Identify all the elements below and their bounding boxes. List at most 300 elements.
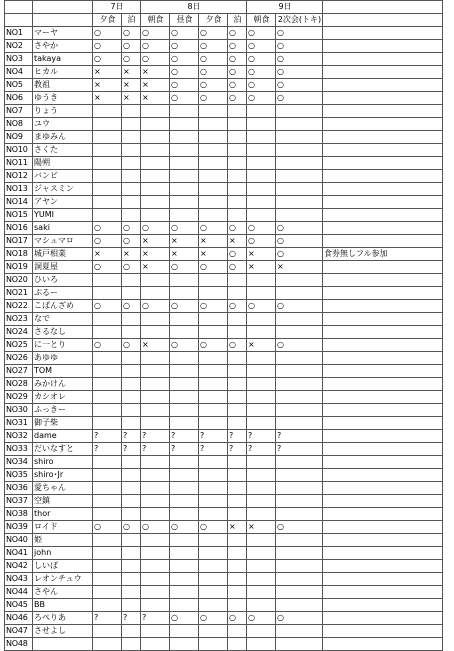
table-row xyxy=(5,40,443,53)
participant-name-cell: 御子柴 xyxy=(33,417,93,430)
attendance-mark-cell xyxy=(199,157,228,170)
note-cell xyxy=(323,612,443,625)
attendance-mark-cell xyxy=(199,326,228,339)
table-row xyxy=(5,638,443,651)
participant-name-cell: させよし xyxy=(33,625,93,638)
attendance-mark-cell: × xyxy=(141,92,170,105)
attendance-mark-cell xyxy=(122,157,141,170)
participant-name-cell: さるなし xyxy=(33,326,93,339)
attendance-mark-cell xyxy=(170,625,199,638)
participant-name-cell: 陽朔 xyxy=(33,157,93,170)
attendance-mark-cell xyxy=(170,378,199,391)
attendance-mark-cell xyxy=(122,183,141,196)
attendance-mark-cell: ○ xyxy=(247,53,276,66)
attendance-mark-cell: ○ xyxy=(276,40,323,53)
attendance-mark-cell xyxy=(93,144,122,157)
attendance-mark-cell xyxy=(141,105,170,118)
attendance-mark-cell xyxy=(93,599,122,612)
attendance-mark-cell xyxy=(93,638,122,651)
attendance-mark-cell xyxy=(199,404,228,417)
attendance-mark-cell: ○ xyxy=(276,300,323,313)
attendance-mark-cell xyxy=(276,157,323,170)
attendance-mark-cell xyxy=(228,209,247,222)
attendance-mark-cell xyxy=(199,274,228,287)
table-row xyxy=(5,157,443,170)
attendance-mark-cell: ○ xyxy=(228,261,247,274)
attendance-mark-cell xyxy=(122,508,141,521)
header-blank-cell xyxy=(5,14,33,27)
attendance-mark-cell xyxy=(122,456,141,469)
participant-number-cell: NO20 xyxy=(5,274,33,287)
note-cell xyxy=(323,157,443,170)
attendance-mark-cell: × xyxy=(141,248,170,261)
day-header-cell: 7日 xyxy=(93,1,141,14)
attendance-mark-cell xyxy=(199,456,228,469)
attendance-mark-cell xyxy=(93,404,122,417)
participant-number-cell: NO3 xyxy=(5,53,33,66)
participant-name-cell: 空鎮 xyxy=(33,495,93,508)
table-row xyxy=(5,469,443,482)
participant-name-cell: 姫 xyxy=(33,534,93,547)
note-cell xyxy=(323,521,443,534)
attendance-mark-cell: ○ xyxy=(247,79,276,92)
attendance-mark-cell: ○ xyxy=(199,27,228,40)
attendance-mark-cell: ○ xyxy=(199,40,228,53)
participant-name-cell: マシュマロ xyxy=(33,235,93,248)
table-row xyxy=(5,326,443,339)
table-row xyxy=(5,144,443,157)
attendance-mark-cell: ? xyxy=(228,430,247,443)
attendance-mark-cell xyxy=(199,534,228,547)
note-cell xyxy=(323,66,443,79)
attendance-mark-cell xyxy=(122,547,141,560)
day-header-cell: 8日 xyxy=(141,1,247,14)
note-cell xyxy=(323,79,443,92)
participant-number-cell: NO21 xyxy=(5,287,33,300)
attendance-mark-cell: × xyxy=(247,261,276,274)
note-cell xyxy=(323,287,443,300)
attendance-mark-cell xyxy=(276,131,323,144)
participant-number-cell: NO16 xyxy=(5,222,33,235)
attendance-mark-cell xyxy=(170,534,199,547)
attendance-mark-cell xyxy=(199,391,228,404)
attendance-mark-cell: × xyxy=(93,248,122,261)
note-cell xyxy=(323,495,443,508)
attendance-mark-cell: ○ xyxy=(170,612,199,625)
attendance-mark-cell xyxy=(170,560,199,573)
attendance-mark-cell xyxy=(122,118,141,131)
participant-name-cell: thor xyxy=(33,508,93,521)
attendance-mark-cell xyxy=(199,287,228,300)
attendance-mark-cell xyxy=(228,144,247,157)
participant-number-cell: NO2 xyxy=(5,40,33,53)
attendance-mark-cell: ○ xyxy=(199,521,228,534)
participant-name-cell: さやん xyxy=(33,586,93,599)
attendance-mark-cell xyxy=(122,586,141,599)
attendance-mark-cell: ○ xyxy=(93,53,122,66)
participant-name-cell: saki xyxy=(33,222,93,235)
attendance-mark-cell xyxy=(141,365,170,378)
attendance-mark-cell xyxy=(141,378,170,391)
note-cell xyxy=(323,118,443,131)
attendance-mark-cell xyxy=(276,196,323,209)
attendance-mark-cell xyxy=(93,105,122,118)
attendance-mark-cell xyxy=(276,469,323,482)
table-row xyxy=(5,586,443,599)
participant-name-cell: ロイド xyxy=(33,521,93,534)
note-cell xyxy=(323,638,443,651)
attendance-mark-cell xyxy=(276,599,323,612)
attendance-mark-cell: ○ xyxy=(247,235,276,248)
attendance-mark-cell xyxy=(93,469,122,482)
attendance-mark-cell: ? xyxy=(228,443,247,456)
attendance-mark-cell xyxy=(93,456,122,469)
attendance-mark-cell xyxy=(199,313,228,326)
attendance-mark-cell xyxy=(199,560,228,573)
attendance-mark-cell xyxy=(276,534,323,547)
attendance-mark-cell xyxy=(228,352,247,365)
attendance-mark-cell: × xyxy=(247,521,276,534)
header-blank-cell xyxy=(33,1,93,14)
attendance-mark-cell xyxy=(170,573,199,586)
attendance-mark-cell xyxy=(170,274,199,287)
participant-number-cell: NO30 xyxy=(5,404,33,417)
column-header-cell: 朝食 xyxy=(141,14,170,27)
attendance-mark-cell: ○ xyxy=(170,300,199,313)
attendance-mark-cell: ○ xyxy=(228,92,247,105)
attendance-mark-cell xyxy=(247,118,276,131)
attendance-mark-cell: ○ xyxy=(199,92,228,105)
attendance-mark-cell: ○ xyxy=(170,92,199,105)
participant-number-cell: NO1 xyxy=(5,27,33,40)
attendance-mark-cell xyxy=(228,456,247,469)
participant-number-cell: NO8 xyxy=(5,118,33,131)
attendance-mark-cell xyxy=(199,625,228,638)
attendance-mark-cell xyxy=(247,534,276,547)
participant-number-cell: NO34 xyxy=(5,456,33,469)
attendance-mark-cell xyxy=(170,352,199,365)
attendance-mark-cell xyxy=(93,547,122,560)
attendance-mark-cell xyxy=(199,196,228,209)
note-cell xyxy=(323,391,443,404)
attendance-mark-cell: ○ xyxy=(141,40,170,53)
attendance-mark-cell: ○ xyxy=(199,612,228,625)
column-header-cell: 朝食 xyxy=(247,14,276,27)
attendance-mark-cell xyxy=(122,131,141,144)
attendance-mark-cell xyxy=(247,638,276,651)
column-header-cell: 2次会(トキ) xyxy=(276,14,323,27)
attendance-mark-cell xyxy=(93,183,122,196)
note-cell xyxy=(323,417,443,430)
attendance-mark-cell: ○ xyxy=(228,612,247,625)
attendance-mark-cell: ? xyxy=(141,443,170,456)
table-row xyxy=(5,560,443,573)
attendance-mark-cell xyxy=(170,404,199,417)
participant-number-cell: NO25 xyxy=(5,339,33,352)
note-cell xyxy=(323,261,443,274)
column-header-cell: 泊 xyxy=(228,14,247,27)
attendance-mark-cell xyxy=(141,638,170,651)
participant-number-cell: NO23 xyxy=(5,313,33,326)
note-cell xyxy=(323,53,443,66)
attendance-mark-cell xyxy=(199,209,228,222)
attendance-mark-cell xyxy=(228,378,247,391)
participant-name-cell: 城戸相業 xyxy=(33,248,93,261)
participant-number-cell: NO19 xyxy=(5,261,33,274)
participant-number-cell: NO10 xyxy=(5,144,33,157)
attendance-mark-cell: ○ xyxy=(247,66,276,79)
participant-name-cell: takaya xyxy=(33,53,93,66)
attendance-mark-cell xyxy=(141,196,170,209)
attendance-mark-cell xyxy=(276,495,323,508)
attendance-mark-cell xyxy=(93,365,122,378)
attendance-mark-cell: ○ xyxy=(276,92,323,105)
attendance-mark-cell xyxy=(247,391,276,404)
participant-name-cell: ろぺりあ xyxy=(33,612,93,625)
attendance-mark-cell xyxy=(247,456,276,469)
day-header-row xyxy=(5,1,443,14)
attendance-mark-cell xyxy=(228,313,247,326)
note-cell xyxy=(323,430,443,443)
attendance-mark-cell xyxy=(228,183,247,196)
attendance-mark-cell: ? xyxy=(122,443,141,456)
attendance-mark-cell xyxy=(228,365,247,378)
note-cell xyxy=(323,326,443,339)
participant-name-cell: りょう xyxy=(33,105,93,118)
attendance-mark-cell xyxy=(247,313,276,326)
attendance-mark-cell xyxy=(228,274,247,287)
table-row xyxy=(5,170,443,183)
attendance-mark-cell: ○ xyxy=(276,248,323,261)
attendance-mark-cell xyxy=(122,209,141,222)
attendance-mark-cell xyxy=(141,274,170,287)
participant-name-cell: こばんざめ xyxy=(33,300,93,313)
meal-header-row xyxy=(5,14,443,27)
attendance-mark-cell xyxy=(122,170,141,183)
attendance-mark-cell xyxy=(141,352,170,365)
attendance-mark-cell: ○ xyxy=(199,222,228,235)
attendance-mark-cell xyxy=(122,326,141,339)
attendance-mark-cell xyxy=(228,417,247,430)
attendance-mark-cell xyxy=(170,547,199,560)
attendance-mark-cell: ○ xyxy=(93,521,122,534)
table-row xyxy=(5,430,443,443)
attendance-mark-cell xyxy=(141,404,170,417)
participant-name-cell: 愛ちゃん xyxy=(33,482,93,495)
attendance-mark-cell: ○ xyxy=(93,300,122,313)
table-row xyxy=(5,105,443,118)
note-cell xyxy=(323,599,443,612)
attendance-mark-cell xyxy=(276,313,323,326)
table-row xyxy=(5,612,443,625)
attendance-mark-cell xyxy=(228,287,247,300)
attendance-mark-cell xyxy=(228,547,247,560)
attendance-mark-cell xyxy=(276,183,323,196)
attendance-mark-cell xyxy=(276,326,323,339)
attendance-mark-cell xyxy=(141,326,170,339)
attendance-mark-cell xyxy=(93,209,122,222)
participant-name-cell: ヒカル xyxy=(33,66,93,79)
attendance-mark-cell xyxy=(276,391,323,404)
attendance-mark-cell: ? xyxy=(247,443,276,456)
attendance-mark-cell xyxy=(141,599,170,612)
participant-number-cell: NO42 xyxy=(5,560,33,573)
participant-number-cell: NO18 xyxy=(5,248,33,261)
attendance-mark-cell xyxy=(93,274,122,287)
attendance-mark-cell: ○ xyxy=(122,261,141,274)
participant-name-cell: レオンチュウ xyxy=(33,573,93,586)
attendance-mark-cell xyxy=(228,625,247,638)
table-row xyxy=(5,443,443,456)
attendance-mark-cell xyxy=(228,534,247,547)
attendance-mark-cell xyxy=(199,599,228,612)
attendance-mark-cell: × xyxy=(93,66,122,79)
attendance-mark-cell: × xyxy=(141,235,170,248)
attendance-mark-cell xyxy=(122,144,141,157)
attendance-mark-cell: ○ xyxy=(170,79,199,92)
attendance-mark-cell xyxy=(199,573,228,586)
attendance-mark-cell xyxy=(93,157,122,170)
participant-name-cell: アヤン xyxy=(33,196,93,209)
attendance-mark-cell xyxy=(247,625,276,638)
participant-number-cell: NO12 xyxy=(5,170,33,183)
participant-number-cell: NO22 xyxy=(5,300,33,313)
attendance-mark-cell: ? xyxy=(141,612,170,625)
participant-number-cell: NO46 xyxy=(5,612,33,625)
attendance-mark-cell xyxy=(93,495,122,508)
attendance-mark-cell xyxy=(122,638,141,651)
attendance-mark-cell: ○ xyxy=(141,300,170,313)
note-cell: 食券無しフル参加 xyxy=(323,248,443,261)
attendance-mark-cell xyxy=(228,118,247,131)
attendance-mark-cell xyxy=(228,638,247,651)
attendance-mark-cell xyxy=(170,196,199,209)
attendance-mark-cell: ○ xyxy=(122,27,141,40)
attendance-mark-cell xyxy=(199,105,228,118)
note-cell xyxy=(323,105,443,118)
participant-number-cell: NO38 xyxy=(5,508,33,521)
attendance-mark-cell: ○ xyxy=(93,235,122,248)
attendance-mark-cell xyxy=(228,170,247,183)
participant-name-cell: だいなすと xyxy=(33,443,93,456)
attendance-mark-cell: ○ xyxy=(228,222,247,235)
participant-name-cell: ふっきー xyxy=(33,404,93,417)
table-row xyxy=(5,183,443,196)
participant-number-cell: NO4 xyxy=(5,66,33,79)
attendance-mark-cell xyxy=(122,274,141,287)
table-row xyxy=(5,27,443,40)
column-header-cell: 泊 xyxy=(122,14,141,27)
attendance-mark-cell xyxy=(122,196,141,209)
attendance-mark-cell xyxy=(141,417,170,430)
participant-name-cell: ゆうき xyxy=(33,92,93,105)
attendance-mark-cell xyxy=(170,482,199,495)
participant-name-cell: マーヤ xyxy=(33,27,93,40)
attendance-mark-cell: × xyxy=(228,235,247,248)
attendance-mark-cell xyxy=(93,170,122,183)
table-row xyxy=(5,118,443,131)
attendance-mark-cell: ○ xyxy=(122,300,141,313)
attendance-mark-cell xyxy=(247,482,276,495)
table-row xyxy=(5,495,443,508)
attendance-mark-cell xyxy=(93,131,122,144)
participant-name-cell: ユウ xyxy=(33,118,93,131)
attendance-mark-cell: ○ xyxy=(199,66,228,79)
attendance-mark-cell xyxy=(247,495,276,508)
attendance-mark-cell xyxy=(93,287,122,300)
participant-number-cell: NO7 xyxy=(5,105,33,118)
attendance-mark-cell xyxy=(122,469,141,482)
participant-number-cell: NO5 xyxy=(5,79,33,92)
attendance-mark-cell xyxy=(247,508,276,521)
attendance-mark-cell xyxy=(228,573,247,586)
table-row xyxy=(5,92,443,105)
attendance-mark-cell: ○ xyxy=(141,222,170,235)
attendance-mark-cell: ○ xyxy=(170,66,199,79)
participant-name-cell: あゆゆ xyxy=(33,352,93,365)
attendance-mark-cell xyxy=(247,573,276,586)
participant-name-cell: 洞夏屋 xyxy=(33,261,93,274)
attendance-mark-cell: ○ xyxy=(122,339,141,352)
attendance-mark-cell xyxy=(170,313,199,326)
attendance-mark-cell xyxy=(93,560,122,573)
attendance-mark-cell: ? xyxy=(199,443,228,456)
attendance-mark-cell xyxy=(276,456,323,469)
attendance-mark-cell xyxy=(170,495,199,508)
attendance-mark-cell: ○ xyxy=(228,53,247,66)
header-blank-cell xyxy=(33,14,93,27)
header-blank-cell xyxy=(323,1,443,14)
header-blank-cell xyxy=(323,14,443,27)
attendance-mark-cell: ○ xyxy=(199,300,228,313)
attendance-mark-cell: ○ xyxy=(247,40,276,53)
attendance-mark-cell: ○ xyxy=(276,521,323,534)
participant-number-cell: NO35 xyxy=(5,469,33,482)
attendance-mark-cell: ○ xyxy=(276,222,323,235)
attendance-mark-cell: ○ xyxy=(93,40,122,53)
note-cell xyxy=(323,183,443,196)
attendance-mark-cell: × xyxy=(122,79,141,92)
attendance-mark-cell: ○ xyxy=(228,339,247,352)
attendance-mark-cell xyxy=(93,586,122,599)
attendance-mark-cell xyxy=(276,274,323,287)
attendance-mark-cell xyxy=(141,313,170,326)
participant-number-cell: NO31 xyxy=(5,417,33,430)
participant-number-cell: NO39 xyxy=(5,521,33,534)
note-cell xyxy=(323,352,443,365)
attendance-mark-cell xyxy=(141,118,170,131)
attendance-mark-cell: ○ xyxy=(276,53,323,66)
attendance-mark-cell xyxy=(199,144,228,157)
table-row xyxy=(5,378,443,391)
attendance-mark-cell: × xyxy=(122,92,141,105)
attendance-mark-cell xyxy=(93,313,122,326)
note-cell xyxy=(323,313,443,326)
attendance-mark-cell: × xyxy=(141,261,170,274)
attendance-mark-cell xyxy=(199,118,228,131)
table-row xyxy=(5,287,443,300)
attendance-mark-cell xyxy=(141,456,170,469)
attendance-mark-cell xyxy=(141,144,170,157)
attendance-mark-cell xyxy=(276,352,323,365)
note-cell xyxy=(323,209,443,222)
note-cell xyxy=(323,365,443,378)
table-row xyxy=(5,339,443,352)
participant-name-cell: ジャスミン xyxy=(33,183,93,196)
attendance-mark-cell: ? xyxy=(170,443,199,456)
attendance-mark-cell: ○ xyxy=(247,222,276,235)
attendance-mark-cell xyxy=(122,573,141,586)
